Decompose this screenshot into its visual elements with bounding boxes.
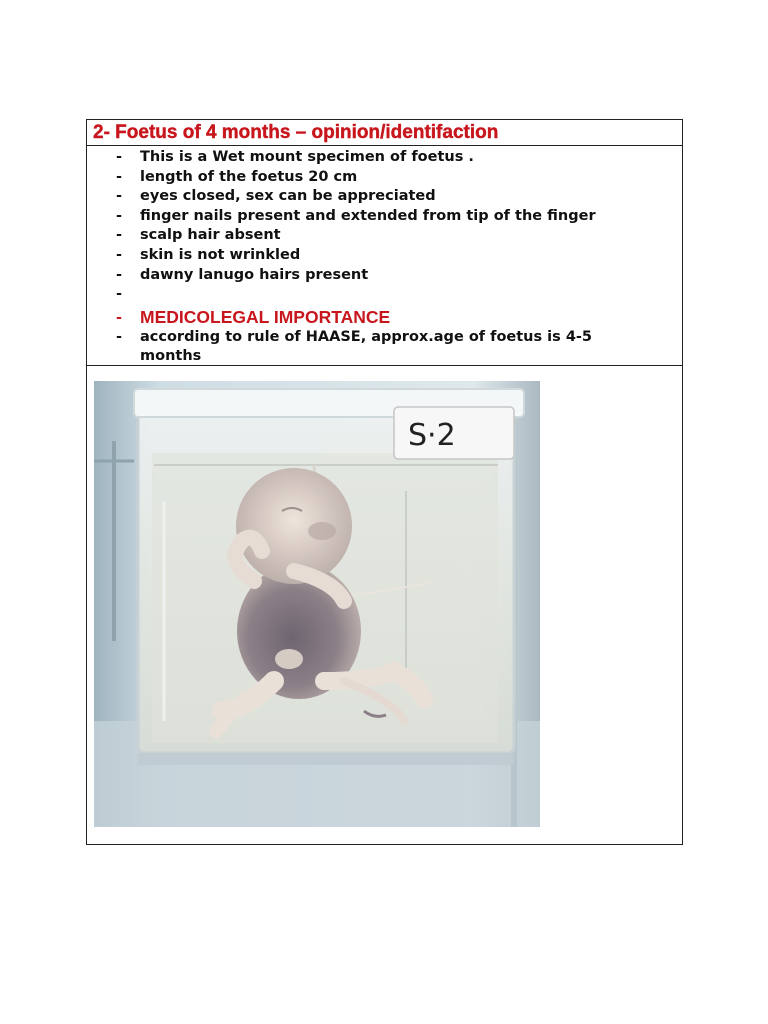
bullet-dash: - (116, 266, 123, 283)
finding-text: skin is not wrinkled (140, 246, 301, 263)
specimen-label-text: S·2 (408, 418, 456, 453)
title-row (87, 120, 682, 146)
list-item (116, 226, 674, 246)
finding-text: scalp hair absent (140, 227, 281, 244)
bullet-dash: - (116, 286, 123, 303)
bullet-dash: - (116, 246, 123, 263)
section-heading: MEDICOLEGAL IMPORTANCE (140, 306, 391, 327)
finding-text: This is a Wet mount specimen of foetus . (140, 149, 474, 165)
list-item (116, 168, 674, 188)
finding-text: eyes closed, sex can be appreciated (140, 188, 436, 205)
bullet-dash: - (116, 227, 123, 244)
finding-text: finger nails present and extended from tip of the finger (140, 207, 596, 224)
specimen-photo (94, 381, 540, 827)
specimen-title: 2- Foetus of 4 months – opinion/identifaction (93, 122, 499, 143)
finding-text: dawny lanugo hairs present (140, 266, 369, 283)
finding-text: length of the foetus 20 cm (140, 168, 358, 185)
findings-list (116, 148, 674, 367)
list-item (116, 266, 674, 286)
bullet-dash: - (116, 309, 123, 326)
list-item (116, 187, 674, 207)
findings-row (87, 146, 682, 366)
section-heading-item (116, 305, 674, 328)
specimen-jar-illustration (94, 381, 540, 827)
conclusion-text: according to rule of HAASE, approx.age of foetus is 4-5 months (140, 328, 593, 365)
list-item (116, 148, 674, 168)
photo-row (87, 366, 682, 844)
bullet-dash: - (116, 188, 123, 205)
bullet-dash: - (116, 207, 123, 224)
bullet-dash: - (116, 168, 123, 185)
list-item (116, 207, 674, 227)
specimen-table (86, 119, 683, 845)
list-item (116, 328, 640, 367)
bullet-dash: - (116, 328, 123, 345)
list-item (116, 285, 674, 305)
list-item (116, 246, 674, 266)
bullet-dash: - (116, 149, 123, 165)
finding-text (140, 286, 145, 302)
